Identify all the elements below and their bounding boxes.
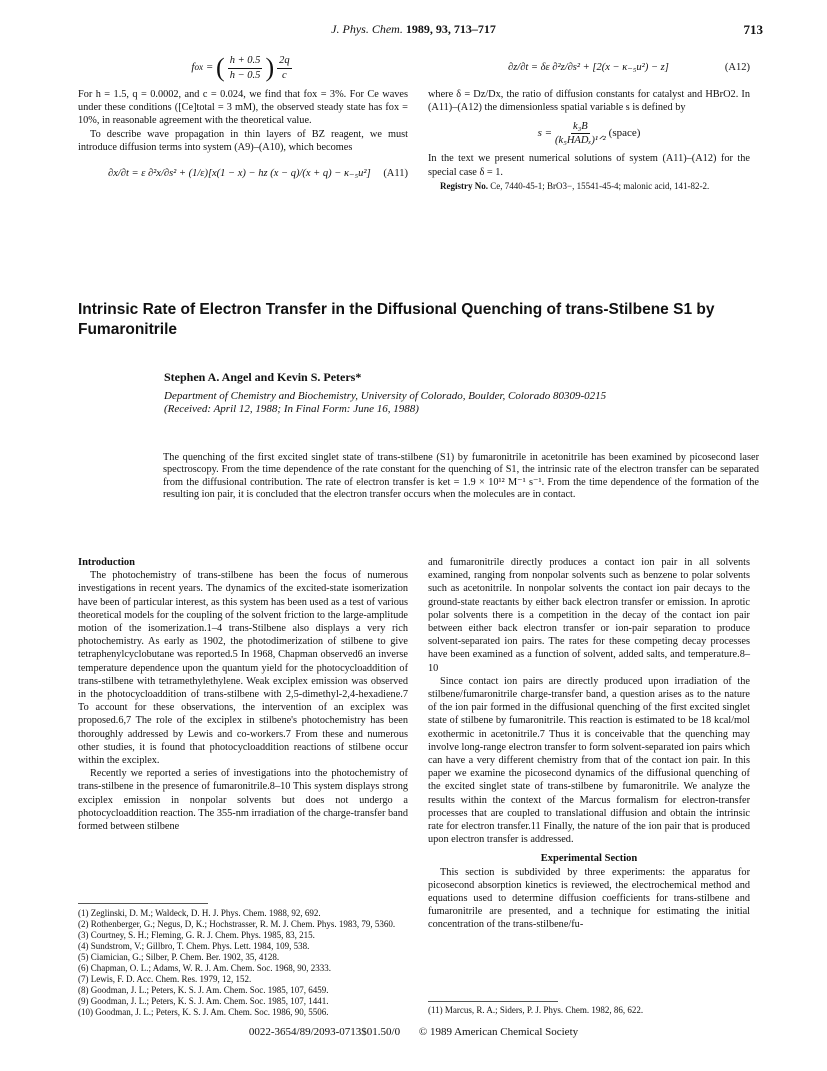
equation-a11: ∂x/∂t = ε ∂²x/∂s² + (1/ε)[x(1 − x) − hz (x − q)/(x + q) − κ₋₅u²] (A11)	[108, 168, 408, 180]
article-authors: Stephen A. Angel and Kevin S. Peters*	[164, 370, 362, 384]
prev-article-right	[428, 48, 750, 192]
body-paragraph: This section is subdivided by three experiments: the apparatus for picosecond absorption kinetics is reviewed, the electrochemical method and equations used to determine diffusion coefficients for trans-stilbene and fumaronitrile are presented, and a technique for estimating the initial concentration of the trans-stilbene/fu-	[428, 866, 750, 931]
body-paragraph: and fumaronitrile directly produces a contact ion pair in all solvents examined, ranging from nonpolar solvents such as benzene to polar solvents such as acetonitrile. In nonpolar solvents the contact ion pair decays to the ground-state reactants by either back electron transfer or emission. In aprotic polar solvents there is a competition in the decay of the contact ion pair between either back electron transfer or ion-pair separation to produce solvent-separated ion pairs. The rates for these competing decay processes have been examined as a function of solvent, added salts, and temperature.8–10	[428, 557, 750, 674]
reference-item: (7) Lewis, F. D. Acc. Chem. Res. 1979, 12, 152.	[78, 974, 252, 984]
reference-item: (6) Chapman, O. L.; Adams, W. R. J. Am. Chem. Soc. 1968, 90, 2333.	[78, 963, 331, 973]
abstract: The quenching of the first excited singlet state of trans-stilbene (S1) by fumaronitrile in acetonitrile has been examined by picosecond laser spectroscopy. From the time dependence of the rate constant for the quenching of S1, the intrinsic rate of the electron transfer can be separated from the diffusional contribution. The rate of electron transfer is ket = 1.9 × 10¹² M⁻¹ s⁻¹. From the time dependence of the formation of the resulting ion pair, it is concluded that the electron transfer occurs when the molecules are in contact.	[163, 452, 759, 501]
copyright: © 1989 American Chemical Society	[418, 1026, 579, 1038]
affiliation: Department of Chemistry and Biochemistry, University of Colorado, Boulder, Colorado 80309-0215 (Received: April 12, 1988; In Final Form: June 16, 1988)	[164, 390, 607, 415]
equation-s: s = $\frac{\text{k₃B}}{\text{(k₅HADₓ)¹ᐟ²}}$ (space)	[537, 120, 641, 146]
journal-code: 0022-3654/89/2093-0713$01.50/0	[248, 1026, 401, 1038]
reference-item: (5) Ciamician, G.; Silber, P. Chem. Ber. 1902, 35, 4128.	[78, 952, 280, 962]
prev-paragraph: To describe wave propagation in thin layers of BZ reagent, we must introduce diffusion terms into system (A9)–(A10), which becomes	[78, 128, 408, 153]
journal-citation: J. Phys. Chem. 1989, 93, 713–717	[331, 22, 496, 36]
registry-numbers: Registry No. Ce, 7440-45-1; BrO3−, 15541-45-4; malonic acid, 141-82-2.	[440, 180, 710, 191]
body-left-column	[78, 556, 408, 833]
body-paragraph: The photochemistry of trans-stilbene has been the focus of numerous investigations in recent years. The dynamics of the excited-state isomerization have been of particular interest, as this system has been used as a test of various theoretical models for the coupling of the solvent friction to the large-amplitude motion of the isomerization.1–4 trans-Stilbene also displays a very rich photochemistry. As early as 1902, the photodimerization of stilbene to give tetraphenylcyclobutane was reported.5 In 1968, Chapman observed6 an inverse temperature dependence upon the quantum yield for the photocycloaddition of trans-stilbene with tetramethylethylene. Weak exciplex emission was observed in the photocycloaddition of trans-stilbene with 2,5-dimethyl-2,4-hexadiene.7 To account for these observations, the intervention of an exciplex was proposed.6,7 The role of the exciplex in stilbene's photochemistry has been thoroughly addressed by Lewis and co-workers.7 From these and numerous other studies, it is found that photocycloaddition reactions of stilbene occur within the exciplex.	[78, 570, 408, 767]
received-dates: (Received: April 12, 1988; In Final Form: June 16, 1988)	[164, 403, 419, 415]
body-right-column	[428, 556, 750, 932]
equation-fox: f ox = ( $\frac{h + 0.5}{h - 0.5}$ ) $\frac{2q}{c}$	[191, 53, 290, 82]
reference-item: (2) Rothenberger, G.; Negus, D, K.; Hochstrasser, R. M. J. Chem. Phys. 1983, 79, 5360.	[78, 919, 396, 929]
reference-item: (10) Goodman, J. L.; Peters, K. S. J. Am. Chem. Soc. 1986, 90, 5506.	[78, 1007, 329, 1017]
body-paragraph: Since contact ion pairs are directly produced upon irradiation of the stilbene/fumaronitrile charge-transfer band, a question arises as to the nature of the ion pair formed in the diffusional quenching of the first excited singlet state of stilbene by fumaronitrile. This reaction is estimated to be 18 kcal/mol exothermic in acetonitrile.7 Thus it is conceivable that the quenching may involve long-range electron transfer to form solvent-separated ion pairs which can have a very different chemistry from that of the contact ion pair. In this paper we examine the picosecond dynamics of the diffusional quenching of the excited singlet state of trans-stilbene by fumaronitrile. We analyze the results within the context of the Marcus formalism for electron-transfer processes that are coupled to translational diffusion and obtain the intrinsic rate for electron transfer.11 Finally, the nature of the ion pair that is produced upon electron transfer is addressed.	[428, 675, 750, 846]
references-right	[428, 1005, 750, 1016]
reference-item: (1) Zeglinski, D. M.; Waldeck, D. H. J. Phys. Chem. 1988, 92, 692.	[78, 908, 321, 918]
reference-item: (4) Sundstrom, V.; Gillbro, T. Chem. Phys. Lett. 1984, 109, 538.	[78, 941, 310, 951]
reference-item: (9) Goodman, J. L.; Peters, K. S. J. Am. Chem. Soc. 1985, 107, 1441.	[78, 996, 329, 1006]
footnote-rule	[428, 1001, 558, 1002]
page-footer	[0, 1026, 827, 1038]
section-heading-introduction: Introduction	[78, 557, 135, 568]
footnote-rule	[78, 903, 208, 904]
reference-item: (11) Marcus, R. A.; Siders, P. J. Phys. Chem. 1982, 86, 622.	[428, 1005, 644, 1015]
prev-article-left	[78, 48, 408, 194]
prev-paragraph: In the text we present numerical solutions of system (A11)–(A12) for the special case δ = 1.	[428, 153, 750, 178]
reference-item: (8) Goodman, J. L.; Peters, K. S. J. Am. Chem. Soc. 1985, 107, 6459.	[78, 985, 329, 995]
page-number: 713	[743, 22, 763, 37]
equation-a12: ∂z/∂t = δε ∂²z/∂s² + [2(x − κ₋₅u²) − z] (A12)	[508, 62, 750, 74]
prev-paragraph: For h = 1.5, q = 0.0002, and c = 0.024, we find that fox = 3%. For Ce waves under these conditions ([Ce]total = 3 mM), the observed steady state has fox = 10%, in reasonable agreement with the theoretical value.	[78, 89, 408, 127]
body-paragraph: Recently we reported a series of investigations into the photochemistry of trans-stilbene in the presence of fumaronitrile.8–10 This system displays strong exciplex emission in nonpolar solvents but does not undergo a photocycloaddition reaction. The 355-nm irradiation of the charge-transfer band formed between stilbene	[78, 768, 408, 833]
section-heading-experimental: Experimental Section	[540, 853, 638, 865]
references-left	[78, 908, 408, 1018]
article-title: Intrinsic Rate of Electron Transfer in the Diffusional Quenching of trans-Stilbene S1 by Fumaronitrile	[78, 301, 715, 338]
prev-paragraph: where δ = Dz/Dx, the ratio of diffusion constants for catalyst and HBrO2. In (A11)–(A12) the dimensionless spatial variable s is defined by	[428, 89, 750, 114]
reference-item: (3) Courtney, S. H.; Fleming, G. R. J. Chem. Phys. 1985, 83, 215.	[78, 930, 315, 940]
